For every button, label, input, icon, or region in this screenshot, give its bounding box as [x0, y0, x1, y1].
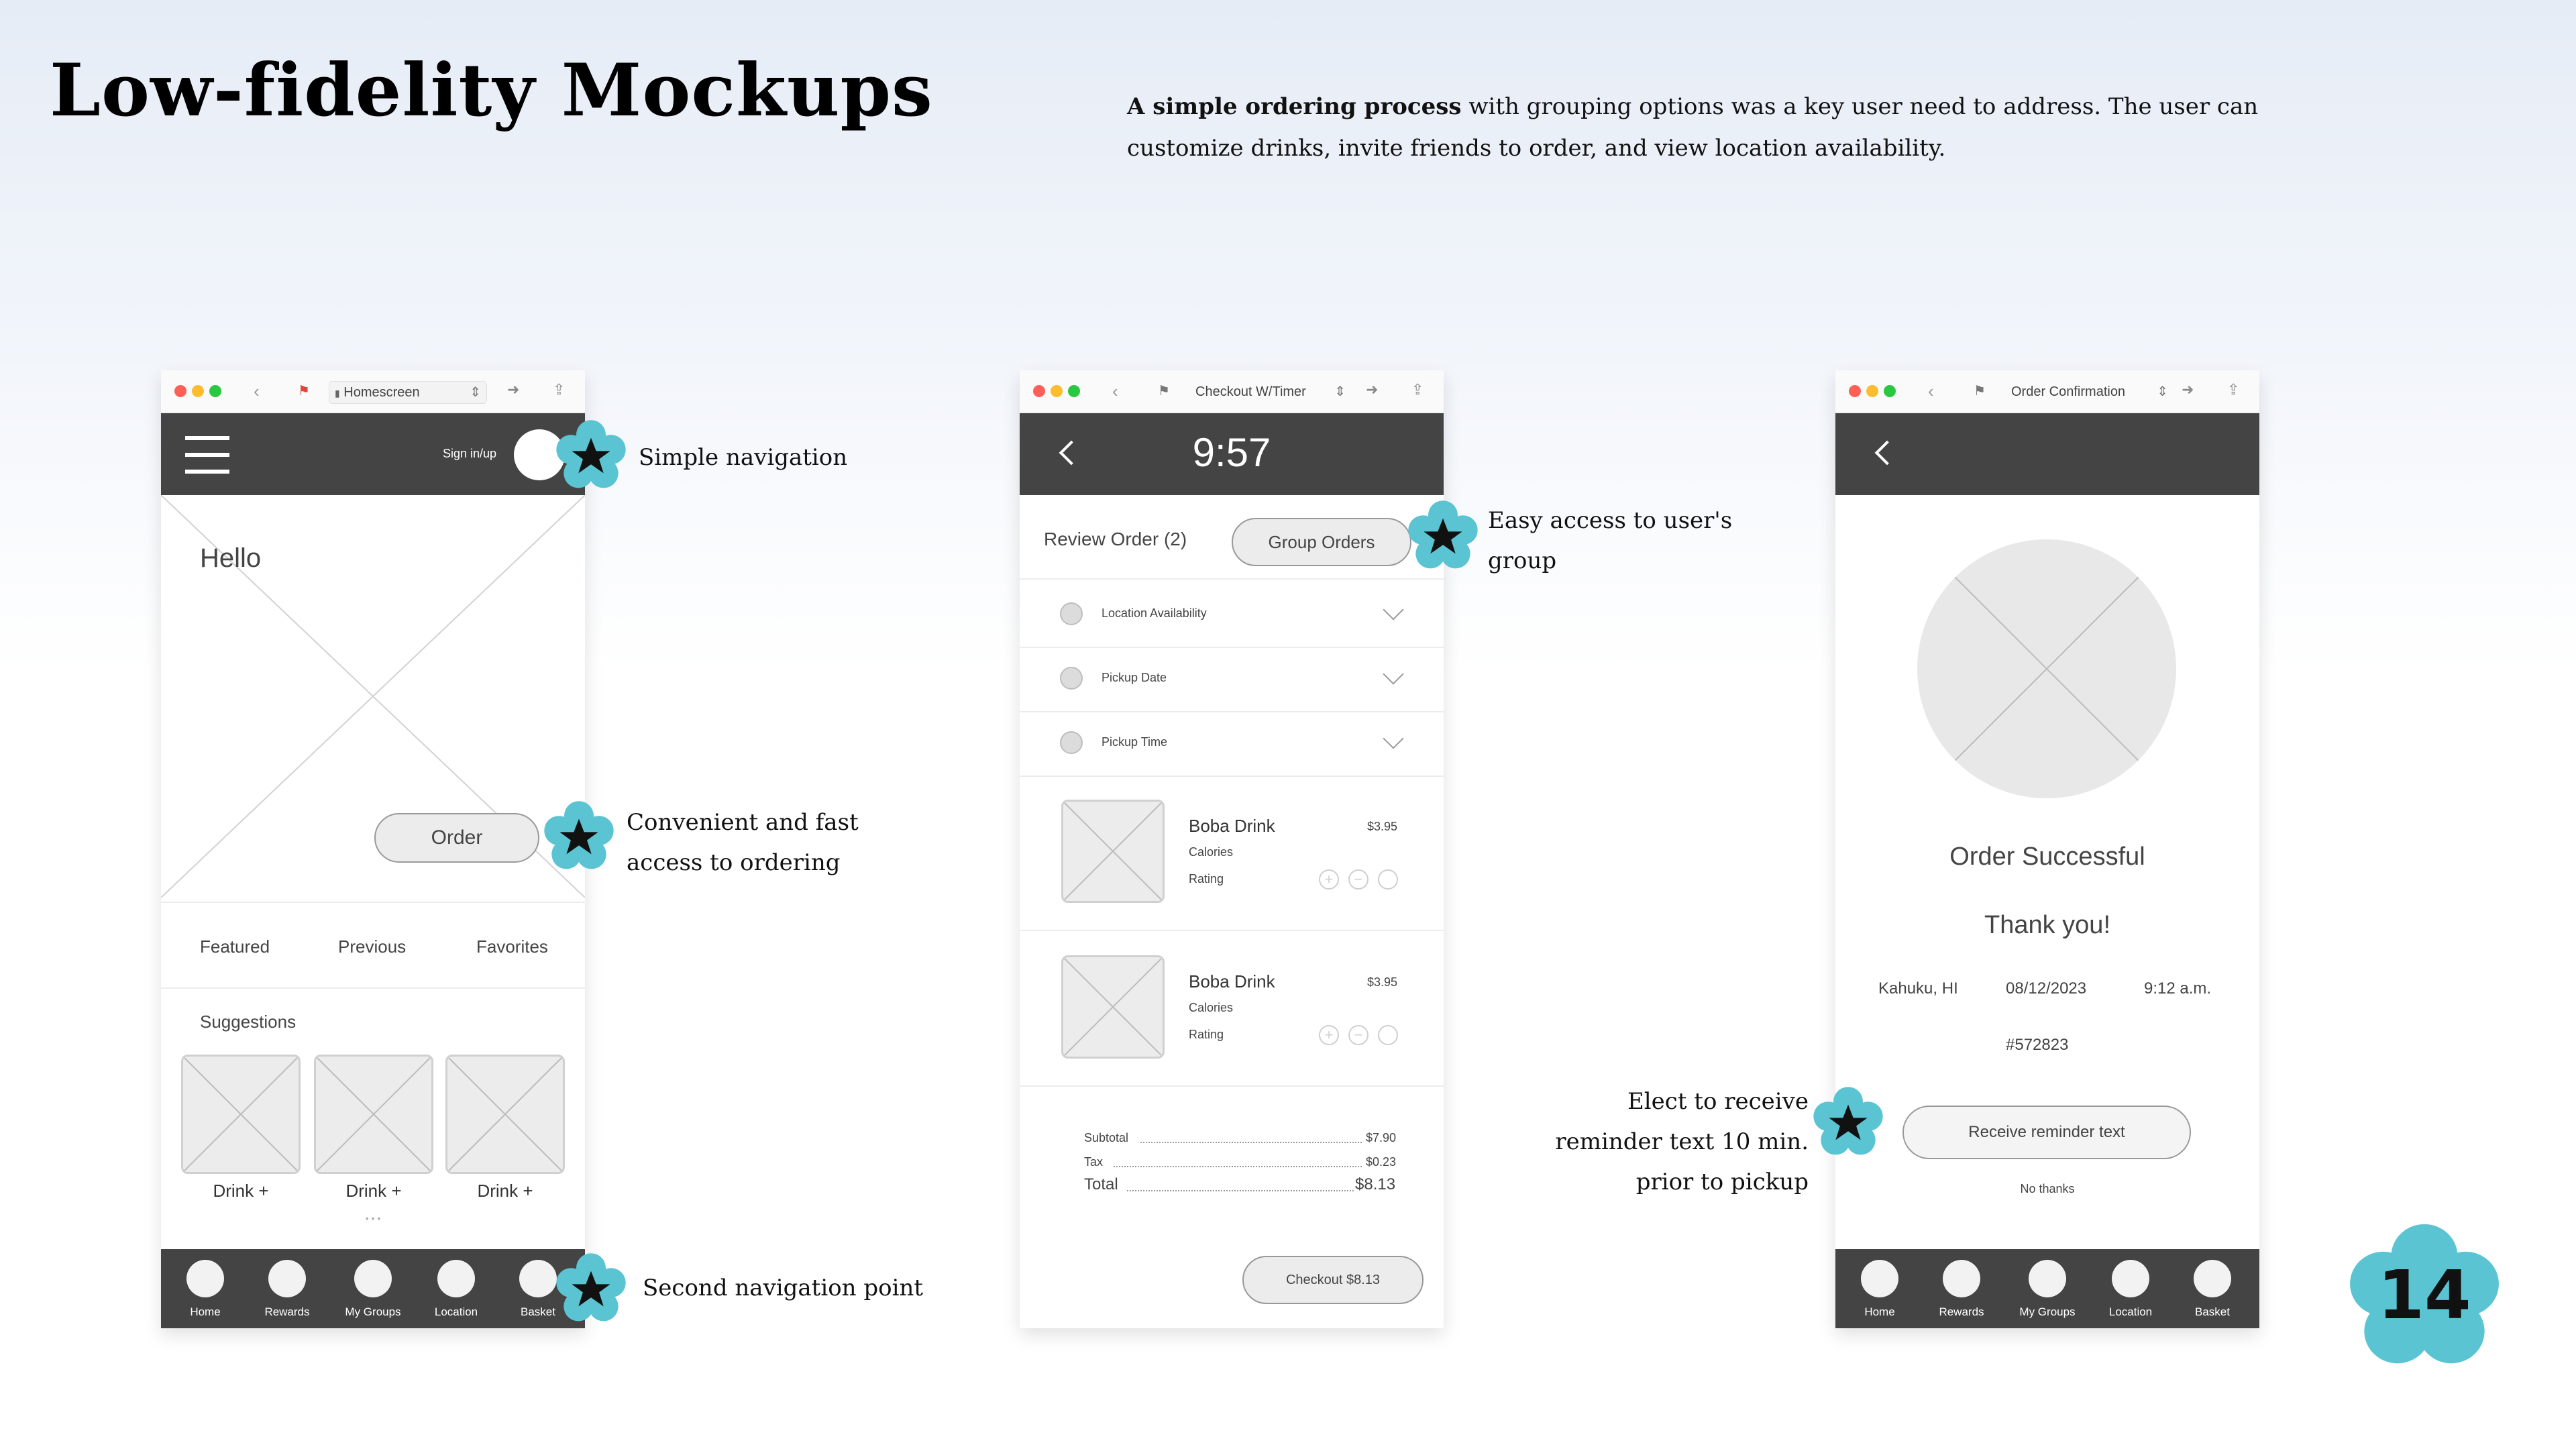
back-chevron-icon[interactable] — [1875, 441, 1900, 466]
item-rating: Rating — [1189, 872, 1224, 885]
close-dot[interactable] — [1033, 385, 1045, 397]
plus-icon[interactable]: + — [1319, 869, 1339, 890]
item-name: Boba Drink — [1189, 816, 1275, 836]
total-value: $8.13 — [1355, 1175, 1396, 1193]
divider — [1020, 930, 1444, 931]
divider — [1020, 711, 1444, 712]
intro-bold: A simple ordering process — [1127, 93, 1462, 120]
order-status: Order Successful — [1949, 843, 2145, 871]
slide-title: Low-fidelity Mockups — [50, 48, 933, 133]
forward-icon[interactable]: ➜ — [507, 381, 520, 398]
receive-reminder-button[interactable]: Receive reminder text — [1902, 1106, 2191, 1159]
location-radio[interactable] — [1060, 602, 1083, 625]
hamburger-menu-icon[interactable] — [185, 436, 229, 474]
favorite-icon[interactable] — [1378, 1025, 1398, 1045]
bottom-nav — [1835, 1249, 2259, 1328]
suggestions-label: Suggestions — [200, 1012, 297, 1032]
nav-rewards[interactable]: Rewards — [1921, 1260, 2002, 1319]
pickup-date: 08/12/2023 — [2006, 979, 2087, 998]
close-dot[interactable] — [1849, 385, 1861, 397]
star-badge-icon — [554, 419, 628, 492]
divider — [161, 987, 585, 989]
chevron-down-icon[interactable] — [1383, 663, 1403, 684]
no-thanks-link[interactable]: No thanks — [2020, 1182, 2075, 1195]
zoom-dot[interactable] — [1068, 385, 1080, 397]
nav-location[interactable]: Location — [416, 1260, 496, 1319]
divider — [161, 902, 585, 903]
location-availability-option[interactable]: Location Availability — [1102, 606, 1207, 620]
location-icon — [437, 1260, 475, 1297]
mockup-order-confirmation — [1835, 370, 2259, 1328]
window-title[interactable]: Checkout W/Timer ⇕ — [1195, 384, 1346, 399]
minimize-dot[interactable] — [192, 385, 204, 397]
add-drink-button[interactable]: Drink + — [213, 1181, 269, 1201]
nav-my-groups[interactable]: My Groups — [333, 1260, 413, 1319]
basket-icon — [519, 1260, 557, 1297]
checkout-button[interactable]: Checkout $8.13 — [1242, 1256, 1424, 1304]
item-rating: Rating — [1189, 1028, 1224, 1041]
intro-text — [1127, 86, 2267, 169]
tax-label: Tax — [1084, 1155, 1104, 1169]
bottom-nav — [161, 1249, 585, 1328]
page-number-badge — [2345, 1220, 2504, 1373]
tax-value: $0.23 — [1366, 1155, 1397, 1169]
back-arrow-icon[interactable]: ‹ — [254, 381, 260, 401]
nav-home[interactable]: Home — [1839, 1260, 1920, 1319]
note-reminder: Elect to receive reminder text 10 min. prior to pickup — [1555, 1088, 1809, 1195]
nav-basket[interactable]: Basket — [2172, 1260, 2253, 1319]
suggestion-card[interactable] — [181, 1055, 301, 1174]
mockup-homescreen — [161, 370, 585, 1328]
drink-image-placeholder — [1061, 800, 1165, 903]
window-title[interactable]: Order Confirmation ⇕ — [2011, 384, 2168, 399]
pickup-time: 9:12 a.m. — [2144, 979, 2212, 998]
divider — [1020, 578, 1444, 580]
order-number: #572823 — [2006, 1036, 2069, 1054]
forward-icon[interactable]: ➜ — [1366, 381, 1379, 398]
star-badge-icon — [554, 1252, 628, 1326]
note-group-access: Easy access to user's group — [1488, 507, 1733, 574]
pickup-date-radio[interactable] — [1060, 667, 1083, 690]
chevron-down-icon[interactable] — [1383, 599, 1403, 620]
rewards-icon — [268, 1260, 306, 1297]
flag-icon: ⚑ — [1974, 384, 1986, 398]
share-icon[interactable]: ⇪ — [1411, 381, 1424, 398]
item-price: $3.95 — [1367, 975, 1398, 989]
note-fast-ordering: Convenient and fast access to ordering — [627, 809, 859, 876]
review-order-label: Review Order (2) — [1044, 529, 1187, 549]
confirmation-image-placeholder — [1917, 539, 2176, 798]
flag-icon: ⚑ — [1158, 384, 1170, 398]
hello-heading: Hello — [200, 543, 262, 573]
location-icon — [2112, 1260, 2149, 1297]
tab-previous[interactable]: Previous — [338, 936, 407, 957]
add-drink-button[interactable]: Drink + — [345, 1181, 402, 1201]
divider — [1020, 647, 1444, 648]
close-dot[interactable] — [174, 385, 186, 397]
thank-you-text: Thank you! — [1984, 911, 2110, 939]
suggestion-card[interactable] — [445, 1055, 565, 1174]
favorite-icon[interactable] — [1378, 869, 1398, 890]
top-nav-bar — [161, 413, 585, 495]
back-arrow-icon[interactable]: ‹ — [1928, 381, 1934, 401]
suggestion-card[interactable] — [314, 1055, 433, 1174]
nav-location[interactable]: Location — [2090, 1260, 2171, 1319]
dotted-leader — [1140, 1142, 1362, 1143]
sign-in-link[interactable]: Sign in/up — [443, 447, 497, 460]
dotted-leader — [1127, 1190, 1354, 1191]
zoom-dot[interactable] — [209, 385, 221, 397]
share-icon[interactable]: ⇪ — [553, 381, 566, 398]
flag-icon: ⚑ — [298, 384, 310, 398]
groups-icon — [2029, 1260, 2066, 1297]
nav-home[interactable]: Home — [165, 1260, 246, 1319]
browser-chrome — [1835, 370, 2259, 413]
pickup-time-option[interactable]: Pickup Time — [1102, 735, 1168, 749]
basket-icon — [2194, 1260, 2231, 1297]
subtotal-value: $7.90 — [1366, 1131, 1397, 1144]
nav-my-groups[interactable]: My Groups — [2007, 1260, 2088, 1319]
page-number: 14 — [2377, 1256, 2471, 1334]
window-title[interactable]: ▮ Homescreen ⇕ — [329, 381, 487, 404]
star-badge-icon — [1406, 499, 1480, 573]
intro-rest: with grouping options was a key user need to address. The user can customize drinks, invite friends to order, and view location availability. — [1127, 93, 2259, 162]
note-simple-navigation: Simple navigation — [639, 444, 848, 471]
note-second-navigation: Second navigation point — [643, 1275, 924, 1301]
add-drink-button[interactable]: Drink + — [477, 1181, 533, 1201]
plus-icon[interactable]: + — [1319, 1025, 1339, 1045]
total-label: Total — [1084, 1175, 1118, 1193]
tab-favorites[interactable]: Favorites — [476, 936, 548, 957]
top-nav-bar — [1835, 413, 2259, 495]
countdown-timer: 9:57 — [1192, 430, 1271, 475]
divider — [1020, 1085, 1444, 1087]
minimize-dot[interactable] — [1866, 385, 1878, 397]
minus-icon[interactable]: − — [1348, 869, 1368, 890]
mockup-checkout — [1020, 370, 1444, 1328]
home-icon — [186, 1260, 224, 1297]
divider — [1020, 775, 1444, 777]
top-nav-bar — [1020, 413, 1444, 495]
home-icon — [1861, 1260, 1898, 1297]
item-calories: Calories — [1189, 1001, 1234, 1014]
browser-chrome — [161, 370, 585, 413]
forward-icon[interactable]: ➜ — [2182, 381, 2194, 398]
pickup-date-option[interactable]: Pickup Date — [1102, 671, 1167, 684]
order-button[interactable]: Order — [374, 813, 539, 863]
tab-featured[interactable]: Featured — [200, 936, 270, 957]
pickup-location: Kahuku, HI — [1878, 979, 1958, 998]
item-price: $3.95 — [1367, 820, 1398, 833]
drink-image-placeholder — [1061, 955, 1165, 1059]
minus-icon[interactable]: − — [1348, 1025, 1368, 1045]
rewards-icon — [1943, 1260, 1980, 1297]
star-badge-icon — [1811, 1085, 1885, 1159]
subtotal-label: Subtotal — [1084, 1131, 1129, 1144]
nav-rewards[interactable]: Rewards — [247, 1260, 327, 1319]
chevron-down-icon[interactable] — [1383, 728, 1403, 749]
item-calories: Calories — [1189, 845, 1234, 859]
star-badge-icon — [542, 800, 616, 873]
groups-icon — [354, 1260, 392, 1297]
nav-basket[interactable]: Basket — [498, 1260, 578, 1319]
zoom-dot[interactable] — [1884, 385, 1896, 397]
share-icon[interactable]: ⇪ — [2227, 381, 2240, 398]
carousel-dots: • • • — [365, 1213, 381, 1224]
group-orders-button[interactable]: Group Orders — [1232, 518, 1411, 566]
dotted-leader — [1114, 1166, 1362, 1167]
minimize-dot[interactable] — [1051, 385, 1063, 397]
item-name: Boba Drink — [1189, 971, 1275, 991]
browser-chrome — [1020, 370, 1444, 413]
back-arrow-icon[interactable]: ‹ — [1112, 381, 1118, 401]
pickup-time-radio[interactable] — [1060, 731, 1083, 754]
